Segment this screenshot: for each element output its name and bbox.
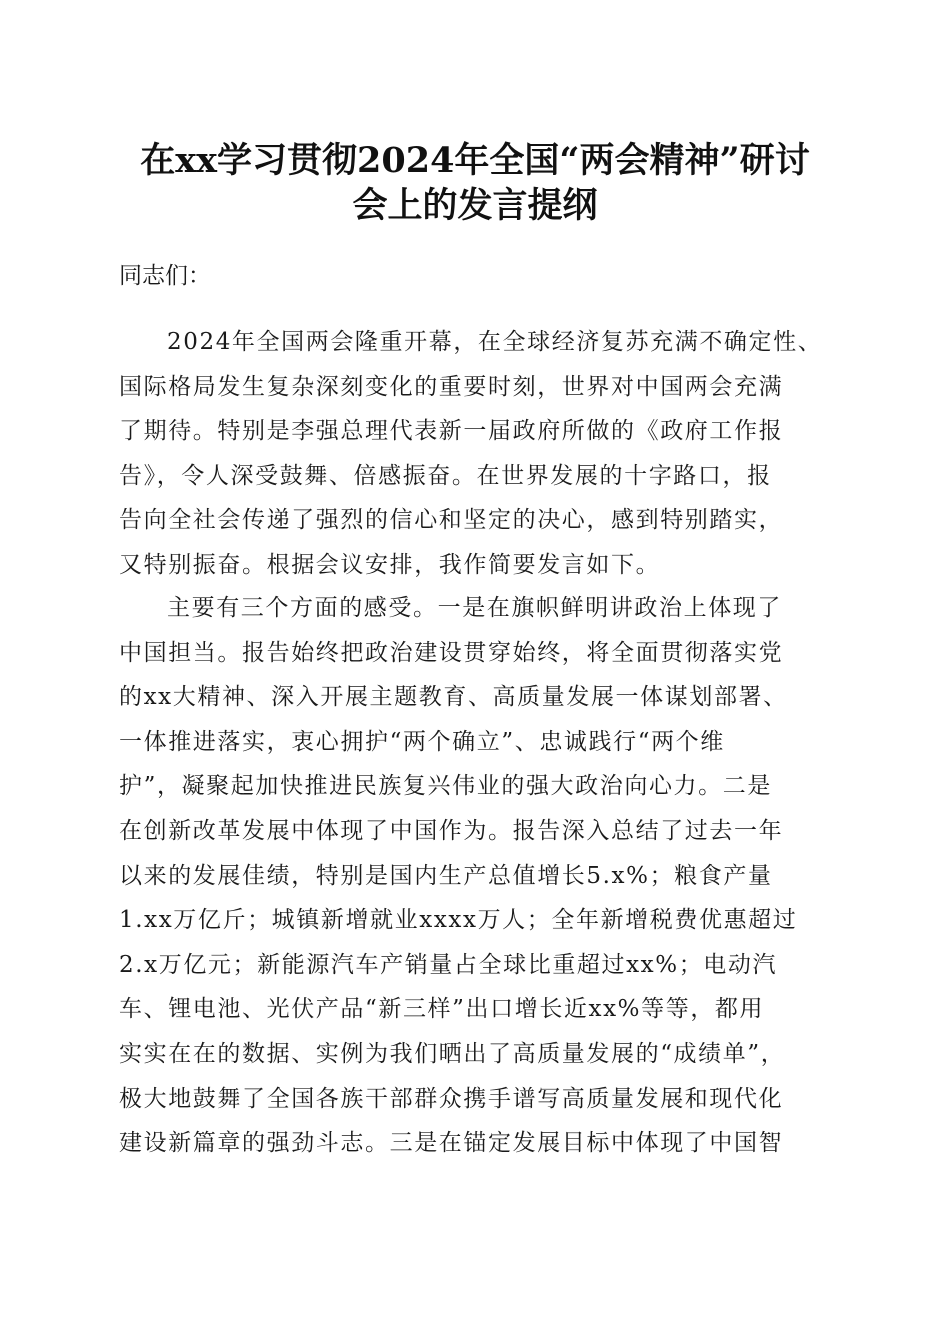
text-line: 国际格局发生复杂深刻变化的重要时刻，世界对中国两会充满 [119,373,784,400]
paragraph-opening [119,320,831,588]
text-line: 主要有三个方面的感受。一是在旗帜鲜明讲政治上体现了 [167,595,782,621]
text-line: 的xx大精神、深入开展主题教育、高质量发展一体谋划部署、 [119,684,788,711]
text-line: 2024年全国两会隆重开幕，在全球经济复苏充满不确定性、 [167,329,823,355]
title-line: 在xx学习贯彻2024年全国“两会精神”研讨 [140,140,810,181]
text-line: 护”，凝聚起加快推进民族复兴伟业的强大政治向心力。二是 [119,773,772,800]
text-line: 以来的发展佳绩，特别是国内生产总值增长5.x%；粮食产量 [119,862,773,889]
text-line: 告向全社会传递了强烈的信心和坚定的决心，感到特别踏实， [119,507,784,534]
text-line: 实实在在的数据、实例为我们晒出了高质量发展的“成绩单”， [119,1040,786,1067]
text-line: 1.xx万亿斤；城镇新增就业xxxx万人；全年新增税费优惠超过 [119,907,798,934]
paragraph-feelings [119,586,831,1166]
text-line: 了期待。特别是李强总理代表新一届政府所做的《政府工作报 [119,418,784,445]
text-line: 在创新改革发展中体现了中国作为。报告深入总结了过去一年 [119,817,784,844]
text-line: 2.x万亿元；新能源汽车产销量占全球比重超过xx%；电动汽 [119,951,778,978]
text-line: 告》，令人深受鼓舞、倍感振奋。在世界发展的十字路口，报 [119,462,772,489]
document-title [100,138,850,228]
text-line: 又特别振奋。根据会议安排，我作简要发言如下。 [119,551,661,578]
text-line: 建设新篇章的强劲斗志。三是在锚定发展目标中体现了中国智 [119,1130,784,1157]
text-line: 极大地鼓舞了全国各族干部群众携手谱写高质量发展和现代化 [119,1085,784,1112]
text-line: 中国担当。报告始终把政治建设贯穿始终，将全面贯彻落实党 [119,639,784,666]
salutation: 同志们： [119,263,211,289]
title-line: 会上的发言提纲 [352,185,598,226]
text-line: 车、锂电池、光伏产品“新三样”出口增长近xx%等等，都用 [119,996,765,1023]
text-line: 一体推进落实，衷心拥护“两个确立”、忠诚践行“两个维 [119,728,725,755]
